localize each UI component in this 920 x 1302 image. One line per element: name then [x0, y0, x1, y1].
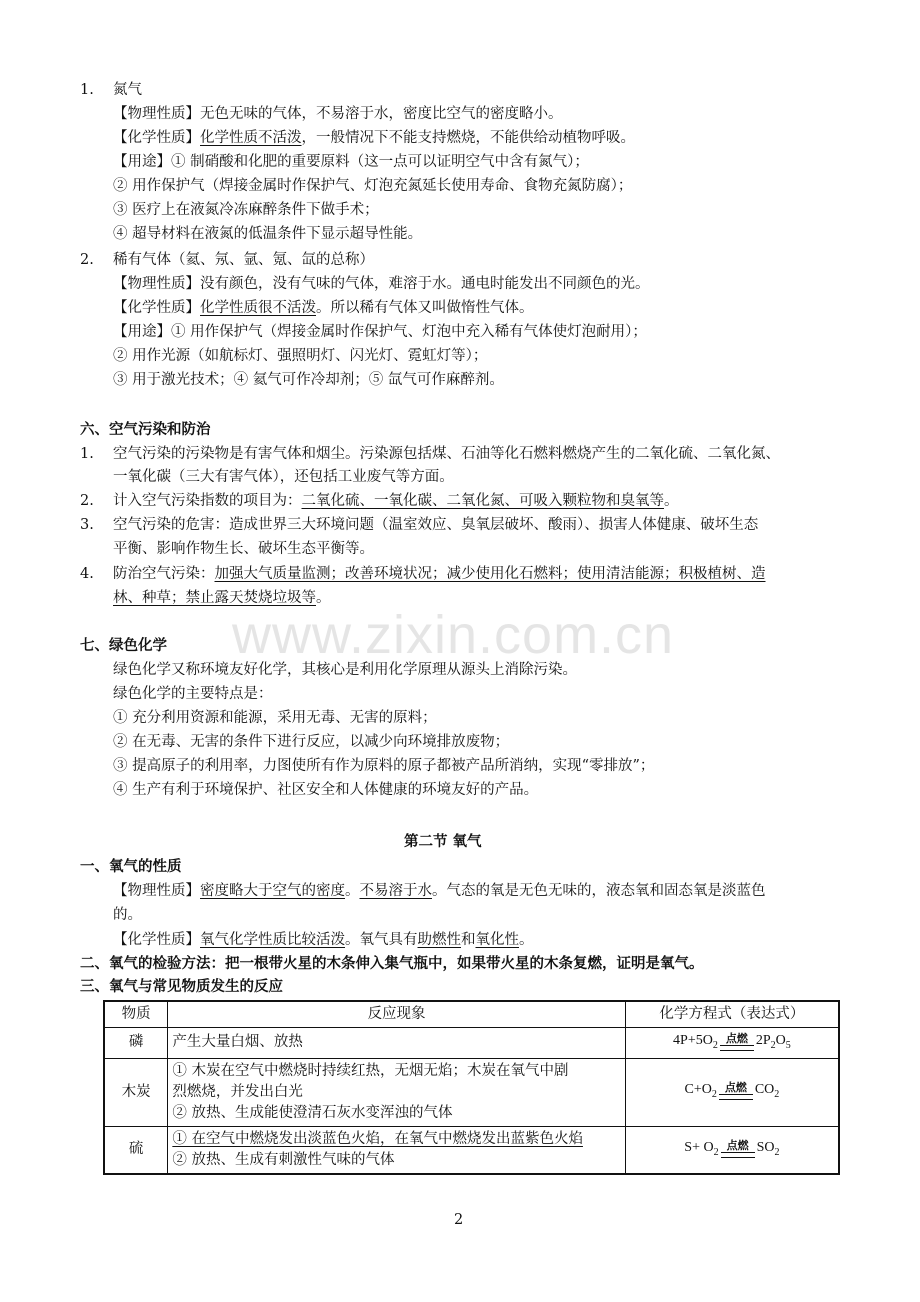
noble-chemical: 【化学性质】化学性质很不活泼。所以稀有气体又叫做惰性气体。 — [113, 300, 534, 316]
green-chem-feature-4: ④ 生产有利于环境保护、社区安全和人体健康的环境友好的产品。 — [113, 782, 539, 798]
item-number: 2. — [80, 252, 94, 268]
item-number: 4. — [80, 566, 94, 582]
section-heading: 三、氧气与常见物质发生的反应 — [80, 979, 283, 995]
ignition-arrow: 点燃 — [719, 1082, 753, 1105]
oxygen-physical-wrap: 的。 — [113, 907, 142, 923]
chemical-equation: $C+O_2$ 点燃 $CO_2$ — [685, 1079, 780, 1105]
table-header: 化学方程式（表达式） — [625, 1001, 839, 1028]
section-heading: 六、空气污染和防治 — [80, 422, 211, 438]
item-number: 3. — [80, 517, 94, 533]
pollution-item-1a: 空气污染的污染物是有害气体和烟尘。污染源包括煤、石油等化石燃料燃烧产生的二氧化硫、二氧化氮、 — [113, 446, 780, 462]
chapter-title: 第二节 氧气 — [404, 834, 482, 850]
green-chem-intro: 绿色化学又称环境友好化学，其核心是利用化学原理从源头上消除污染。 — [113, 662, 577, 678]
chemical-equation: $4P+5O_2$ 点燃 $2P_2O_5$ — [673, 1030, 791, 1056]
pollution-item-4b: 林、种草；禁止露天焚烧垃圾等。 — [113, 590, 331, 606]
table-header: 物质 — [104, 1001, 168, 1028]
equation-cell — [625, 1028, 839, 1059]
green-chem-features-label: 绿色化学的主要特点是： — [113, 686, 273, 702]
oxygen-chemical: 【化学性质】氧气化学性质比较活泼。氧气具有助燃性和氧化性。 — [113, 932, 534, 948]
item-number: 2. — [80, 493, 94, 509]
phenomenon-cell: ① 木炭在空气中燃烧时持续红热，无烟无焰；木炭在氧气中剧 烈燃烧，并发出白光 ② 放热、生成能使澄清石灰水变浑浊的气体 — [168, 1058, 625, 1126]
noble-use-1: 【用途】① 用作保护气（焊接金属时作保护气、灯泡中充入稀有气体使灯泡耐用）； — [113, 324, 647, 340]
table-header: 反应现象 — [168, 1001, 625, 1028]
green-chem-feature-3: ③ 提高原子的利用率，力图使所有作为原料的原子都被产品所消纳，实现“零排放”； — [113, 758, 655, 774]
noble-use-2: ② 用作光源（如航标灯、强照明灯、闪光灯、霓虹灯等）； — [113, 348, 488, 364]
pollution-item-3a: 空气污染的危害：造成世界三大环境问题（温室效应、臭氧层破坏、酸雨）、损害人体健康、破坏生态 — [113, 517, 759, 533]
ignition-arrow: 点燃 — [721, 1140, 755, 1163]
table-row — [104, 1028, 839, 1059]
item-title-noble: 稀有气体（氦、氖、氩、氪、氙的总称） — [113, 252, 374, 268]
pollution-item-1b: 一氧化碳（三大有害气体），还包括工业废气等方面。 — [113, 469, 454, 485]
section-heading: 七、绿色化学 — [80, 638, 167, 654]
chemical-equation: $S+ O_2$ 点燃 $SO_2$ — [684, 1137, 779, 1163]
pollution-item-3b: 平衡、影响作物生长、破坏生态平衡等。 — [113, 541, 374, 557]
table-row — [104, 1058, 839, 1126]
section-heading: 二、氧气的检验方法：把一根带火星的木条伸入集气瓶中，如果带火星的木条复燃，证明是氧气。 — [80, 956, 704, 972]
equation-cell — [625, 1126, 839, 1174]
substance-cell: 木炭 — [104, 1058, 168, 1126]
noble-use-3: ③ 用于激光技术；④ 氦气可作冷却剂；⑤ 氙气可作麻醉剂。 — [113, 372, 504, 388]
reaction-table — [103, 1000, 840, 1175]
equation-cell — [625, 1058, 839, 1126]
phenomenon-cell: ① 在空气中燃烧发出淡蓝色火焰，在氧气中燃烧发出蓝紫色火焰 ② 放热、生成有刺激性气味的气体 — [168, 1126, 625, 1174]
pollution-item-2: 计入空气污染指数的项目为：二氧化硫、一氧化碳、二氧化氮、可吸入颗粒物和臭氧等。 — [113, 493, 679, 509]
section-heading: 一、氧气的性质 — [80, 859, 182, 875]
nitrogen-use-2: ② 用作保护气（焊接金属时作保护气、灯泡充氮延长使用寿命、食物充氮防腐）； — [113, 178, 633, 194]
phenomenon-cell: 产生大量白烟、放热 — [168, 1028, 625, 1059]
substance-cell: 硫 — [104, 1126, 168, 1174]
item-title-nitrogen: 氮气 — [113, 82, 142, 98]
item-number: 1. — [80, 82, 94, 98]
oxygen-physical: 【物理性质】密度略大于空气的密度。不易溶于水。气态的氧是无色无味的，液态氧和固态氧是淡蓝色 — [113, 883, 766, 899]
nitrogen-chemical: 【化学性质】化学性质不活泼，一般情况下不能支持燃烧，不能供给动植物呼吸。 — [113, 130, 635, 146]
item-number: 1. — [80, 446, 94, 462]
noble-physical: 【物理性质】没有颜色，没有气味的气体，难溶于水。通电时能发出不同颜色的光。 — [113, 276, 650, 292]
page-number: 2 — [454, 1212, 464, 1228]
nitrogen-use-3: ③ 医疗上在液氮冷冻麻醉条件下做手术； — [113, 202, 379, 218]
nitrogen-use-1: 【用途】① 制硝酸和化肥的重要原料（这一点可以证明空气中含有氮气）； — [113, 154, 589, 170]
pollution-item-4a: 防治空气污染：加强大气质量监测；改善环境状况；减少使用化石燃料；使用清洁能源；积极植树、造 — [113, 566, 766, 582]
green-chem-feature-1: ① 充分利用资源和能源，采用无毒、无害的原料； — [113, 710, 437, 726]
green-chem-feature-2: ② 在无毒、无害的条件下进行反应，以减少向环境排放废物； — [113, 734, 510, 750]
watermark: www.zixin.com.cn — [232, 605, 675, 665]
substance-cell: 磷 — [104, 1028, 168, 1059]
ignition-arrow: 点燃 — [720, 1033, 754, 1056]
nitrogen-use-4: ④ 超导材料在液氮的低温条件下显示超导性能。 — [113, 226, 423, 242]
nitrogen-physical: 【物理性质】无色无味的气体，不易溶于水，密度比空气的密度略小。 — [113, 106, 563, 122]
table-row — [104, 1126, 839, 1174]
table-header-row — [104, 1001, 839, 1028]
